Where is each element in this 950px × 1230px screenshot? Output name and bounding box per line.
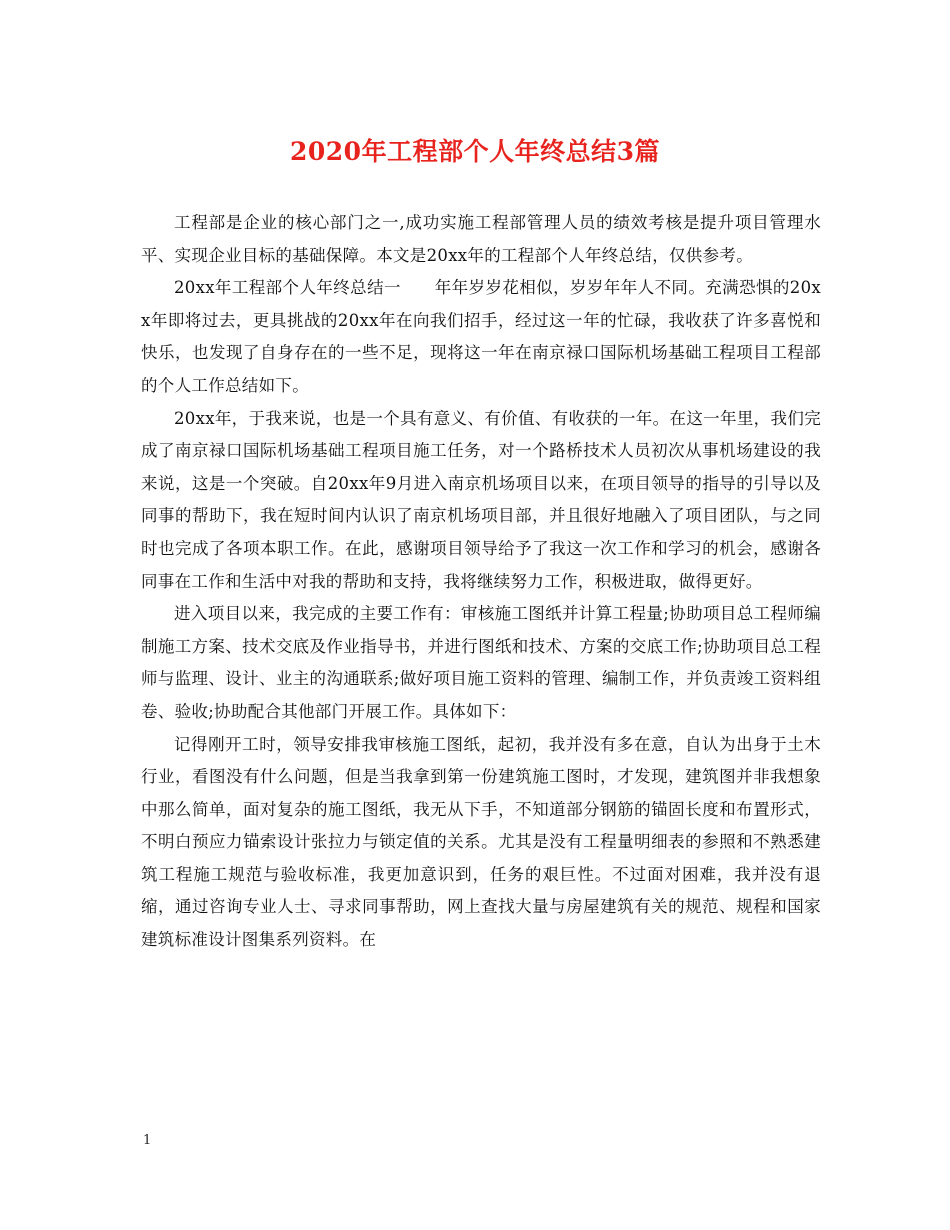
paragraph-main-work: 进入项目以来，我完成的主要工作有：审核施工图纸并计算工程量;协助项目总工程师编制施工方案、技术交底及作业指导书，并进行图纸和技术、方案的交底工作;协助项目总工程师与监理、设计、业主的沟通联系;做好项目施工资料的管理、编制工作，并负责竣工资料组卷、验收;协助配合其他部门开展工作。具体如下： bbox=[141, 604, 821, 721]
document-title: 2020年工程部个人年终总结3篇 bbox=[290, 137, 660, 166]
paragraph-drawing-review: 记得刚开工时，领导安排我审核施工图纸，起初，我并没有多在意，自认为出身于土木行业，看图没有什么问题，但是当我拿到第一份建筑施工图时，才发现，建筑图并非我想象中那么简单，面对复杂的施工图纸，我无从下手，不知道部分钢筋的锚固长度和布置形式，不明白预应力锚索设计张拉力与锁定值的关系。尤其是没有工程量明细表的参照和不熟悉建筑工程施工规范与验收标准，我更加意识到，任务的艰巨性。不过面对困难，我并没有退缩，通过咨询专业人士、寻求同事帮助，网上查找大量与房屋建筑有关的规范、规程和国家建筑标准设计图集系列资料。在 bbox=[141, 734, 821, 950]
page-number: 1 bbox=[143, 1133, 152, 1148]
paragraph-summary-one-opening: 20xx年工程部个人年终总结一 年年岁岁花相似，岁岁年年人不同。充满恐惧的20xx年即将过去，更具挑战的20xx年在向我们招手，经过这一年的忙碌，我收获了许多喜悦和快乐，也发现了自身存在的一些不足，现将这一年在南京禄口国际机场基础工程项目工程部的个人工作总结如下。 bbox=[141, 278, 821, 395]
paragraph-intro: 工程部是企业的核心部门之一,成功实施工程部管理人员的绩效考核是提升项目管理水平、实现企业目标的基础保障。本文是20xx年的工程部个人年终总结，仅供参考。 bbox=[141, 213, 821, 265]
paragraph-year-review: 20xx年，于我来说，也是一个具有意义、有价值、有收获的一年。在这一年里，我们完成了南京禄口国际机场基础工程项目施工任务，对一个路桥技术人员初次从事机场建设的我来说，这是一个突破。自20xx年9月进入南京机场项目以来，在项目领导的指导的引导以及同事的帮助下，我在短时间内认识了南京机场项目部，并且很好地融入了项目团队，与之同时也完成了各项本职工作。在此，感谢项目领导给予了我这一次工作和学习的机会，感谢各同事在工作和生活中对我的帮助和支持，我将继续努力工作，积极进取，做得更好。 bbox=[141, 408, 821, 591]
document-body bbox=[141, 207, 821, 957]
